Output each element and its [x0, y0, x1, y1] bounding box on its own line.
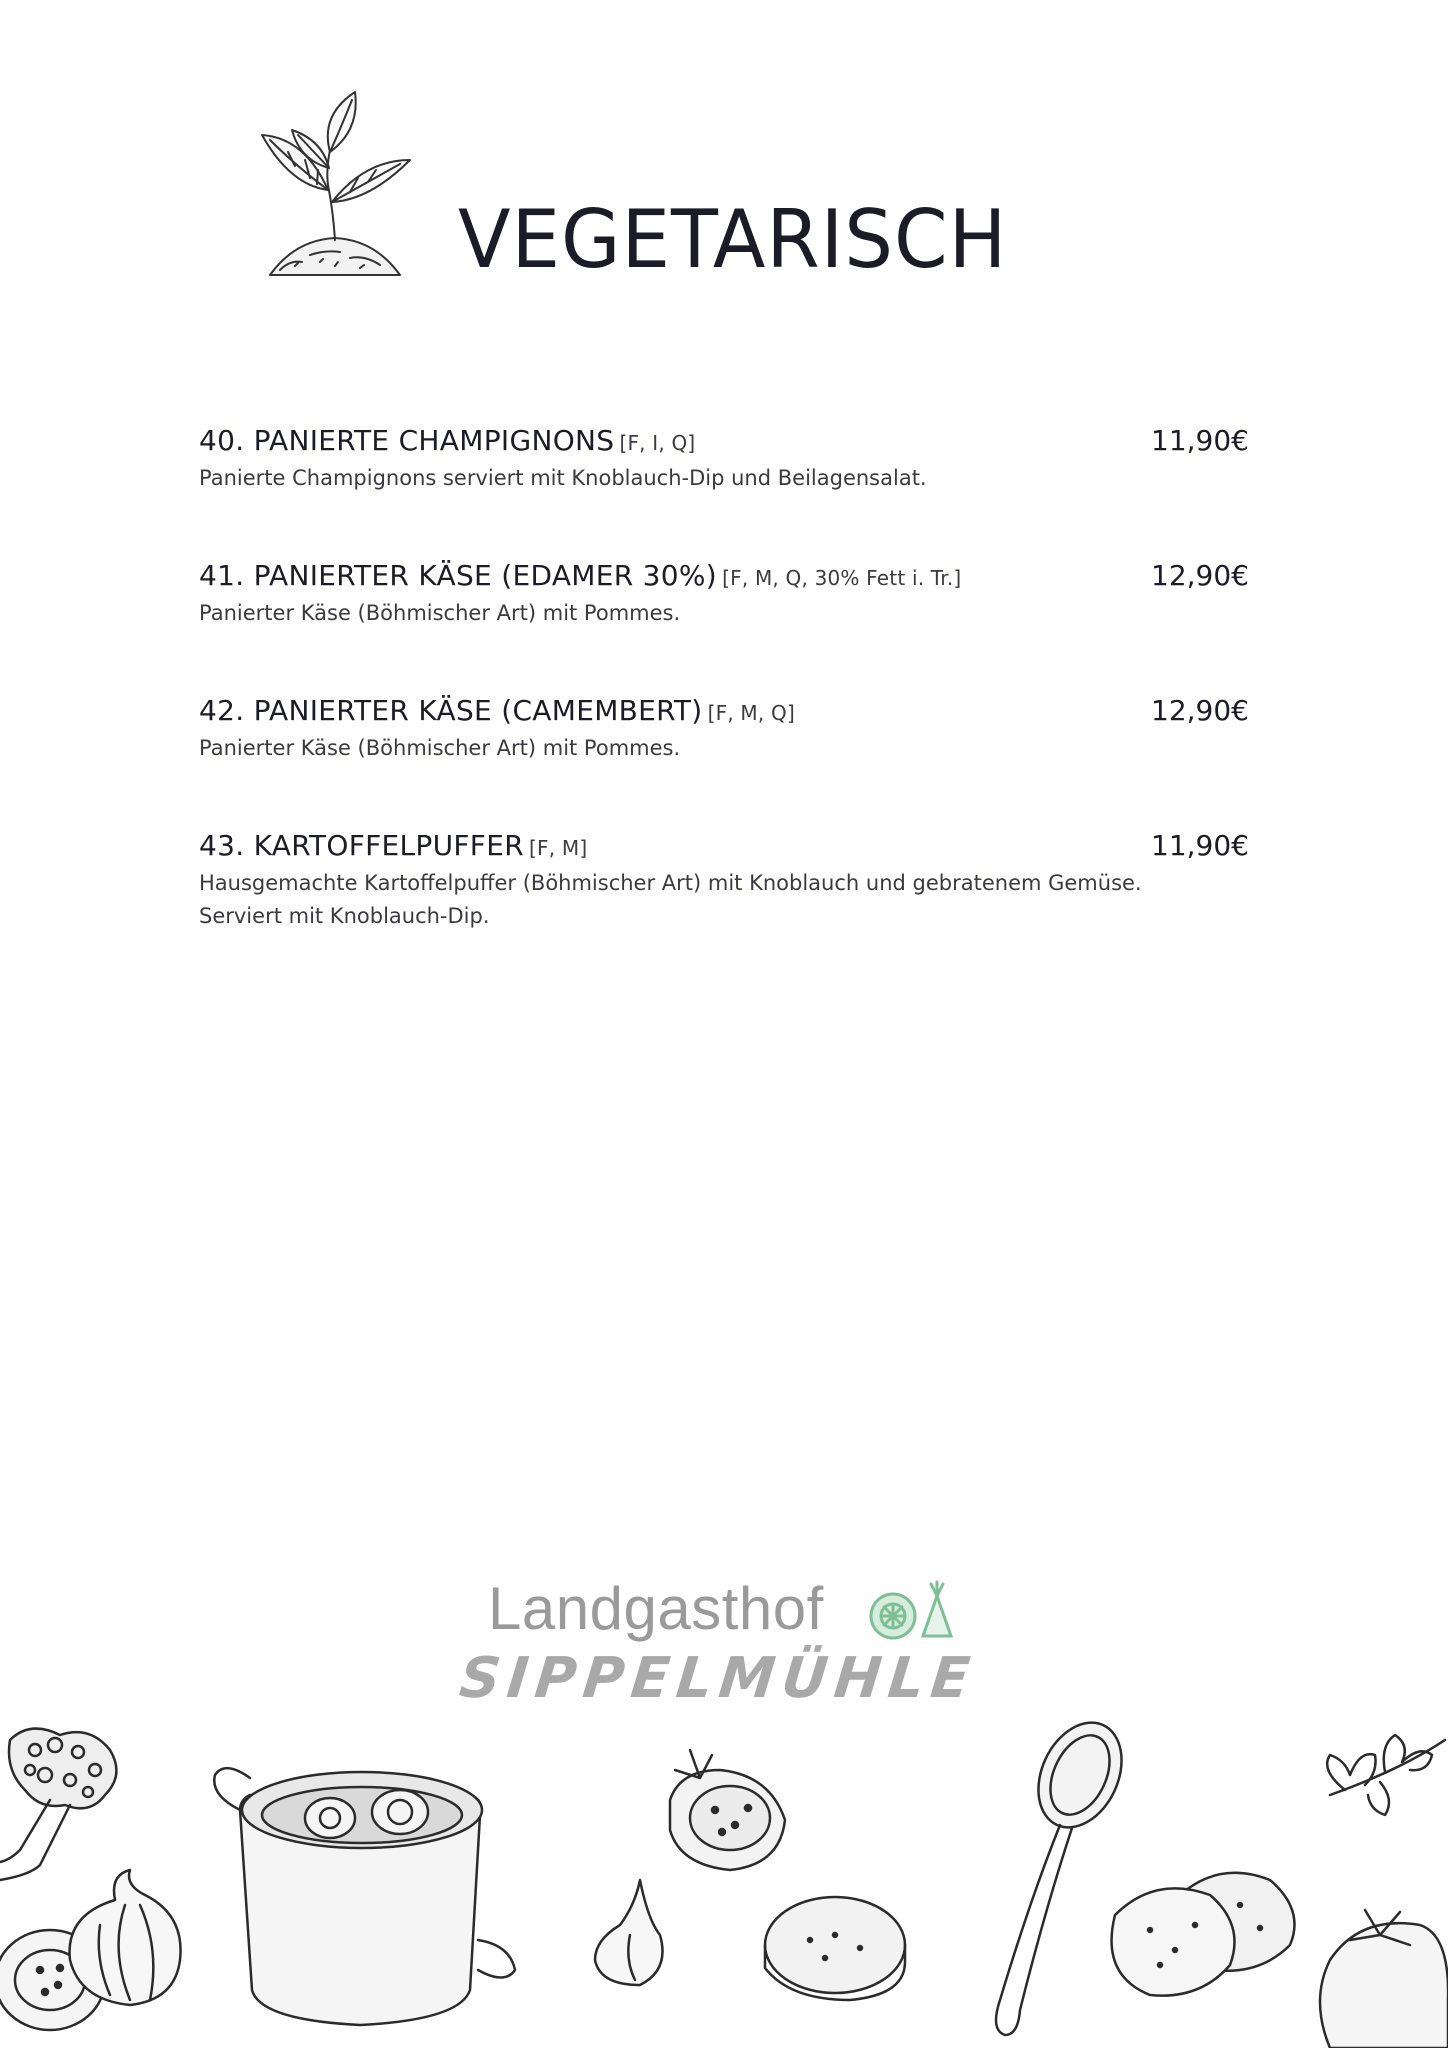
bread-slices-icon [1112, 1873, 1295, 1996]
menu-item-allergens: [F, M, Q, 30% Fett i. Tr.] [722, 566, 962, 590]
garlic-clove-icon [595, 1880, 663, 1985]
page-title: VEGETARISCH [458, 193, 1008, 286]
menu-item-description: Panierter Käse (Böhmischer Art) mit Pommes. [199, 736, 681, 760]
menu-item-name: 41. PANIERTER KÄSE (EDAMER 30%) [199, 559, 718, 592]
tomato-icon [1320, 1910, 1448, 2048]
vegetable-emblem-icon [865, 1578, 965, 1648]
menu-item-description: Hausgemachte Kartoffelpuffer (Böhmischer Art) mit Knoblauch und gebratenem Gemüse. Serviert mit Knoblauch-Dip. [199, 871, 1142, 928]
soup-pot-icon [214, 1768, 515, 2025]
menu-item [199, 422, 1249, 495]
plant-sprout-icon [250, 90, 420, 290]
menu-item-name: 42. PANIERTER KÄSE (CAMEMBERT) [199, 694, 703, 727]
spoon-icon [996, 1709, 1138, 2035]
menu-item-name: 40. PANIERTE CHAMPIGNONS [199, 424, 615, 457]
broccoli-icon [0, 1729, 116, 1880]
menu-item [199, 827, 1249, 933]
page-header [250, 90, 1050, 300]
menu-item-description: Panierte Champignons serviert mit Knoblauch-Dip und Beilagensalat. [199, 466, 927, 490]
footer-illustrations [0, 1700, 1448, 2048]
menu-list [199, 422, 1249, 995]
menu-item-price: 11,90€ [1151, 829, 1249, 862]
parsley-icon [1327, 1735, 1445, 1815]
tomato-slice-icon [670, 1750, 785, 1870]
menu-item-allergens: [F, M] [529, 836, 588, 860]
restaurant-logo [440, 1570, 1020, 1720]
menu-item-price: 12,90€ [1151, 694, 1249, 727]
logo-line2: SIPPELMÜHLE [456, 1646, 980, 1711]
menu-item-price: 11,90€ [1151, 424, 1249, 457]
eggplant-slice-icon [765, 1897, 905, 2000]
menu-item-allergens: [F, I, Q] [619, 431, 696, 455]
menu-item-price: 12,90€ [1151, 559, 1249, 592]
menu-item-allergens: [F, M, Q] [707, 701, 795, 725]
garlic-icon [70, 1870, 181, 2005]
menu-item [199, 557, 1249, 630]
logo-line1: Landgasthof [488, 1575, 824, 1642]
menu-item-name: 43. KARTOFFELPUFFER [199, 829, 524, 862]
menu-item-description: Panierter Käse (Böhmischer Art) mit Pommes. [199, 601, 681, 625]
menu-item [199, 692, 1249, 765]
